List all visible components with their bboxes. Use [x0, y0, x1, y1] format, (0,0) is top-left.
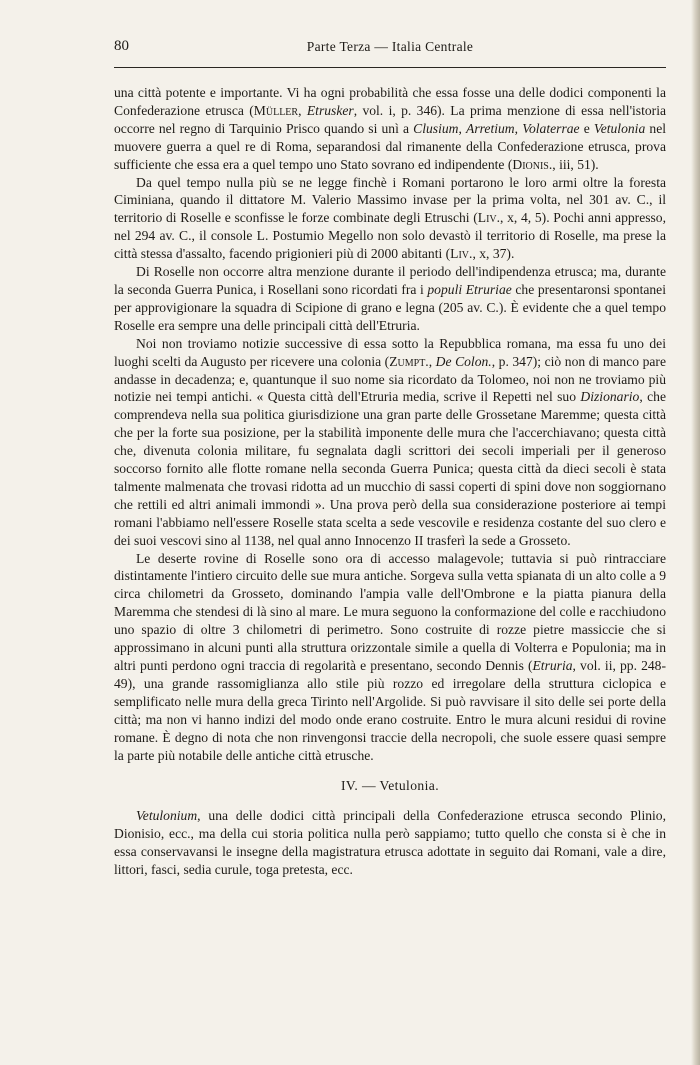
text-run: Le deserte rovine di Roselle sono ora di accesso malagevole; tuttavia si può rintracciare distintamente l'intiero circuito delle sue mura antiche. Sorgeva sulla vetta spianata di un alto colle a 9 circa chilometri da Grosseto, dominando l'ampia valle dell'Ombrone e la piatta pianura della Maremma che stendesi di là sino al mare. Le mura seguono la conformazione del colle e racchiudono uno spazio di oltre 3 chilometri di perimetro. Sono costruite di rozze pietre massiccie che si approssimano in alcuni punti alla struttura orizzontale simile a quella di Volterra e Populonia; ma in altri punti perdono ogni traccia di regolarità e presentano, secondo Dennis ( — [114, 550, 666, 673]
header-rule — [114, 67, 666, 68]
italic-run: Etruria — [532, 658, 573, 673]
text-run: Di Roselle non occorre altra menzione durante il periodo dell'indipendenza etrusca; ma, durante la seconda Guerra Punica, i Rosellani sono ricordati fra i — [114, 264, 666, 297]
small-caps-run: Dionis. — [512, 156, 553, 172]
running-title: Parte Terza — Italia Centrale — [306, 39, 474, 54]
italic-run: Vetulonia — [593, 120, 646, 136]
text-run: , vol. i, p. 346). La prima menzione di essa nell'istoria occorre nel regno di Tarquinio Prisco quando si unì a — [114, 102, 666, 136]
text-run: , — [428, 353, 436, 369]
paragraph — [114, 84, 666, 174]
page-header — [114, 38, 666, 60]
text-run: , vol. ii, pp. 248-49), una grande rassomiglianza allo stile più rozzo ed irregolare della struttura ciclopica e semplificato nelle mura della greca Tirinto nell'Argolide. Si può ravvisare il sito delle sei porte della città; ma non vi hanno indizi del modo onde erano costruite. Entro le mura alcuni residui di rovine romane. È degno di nota che non rinvengonsi traccie della necropoli, che suole essere quasi sempre la parte più notabile delle antiche città etrusche. — [114, 658, 666, 763]
text-run: , — [458, 120, 467, 136]
text-run: e — [579, 120, 594, 136]
paragraph — [114, 263, 666, 335]
text-run: Noi non troviamo notizie successive di essa sotto la Repubblica romana, ma essa fu uno dei luoghi scelti da Augusto per ricevere una colonia ( — [114, 335, 666, 369]
body-text — [114, 84, 666, 879]
italic-run: Arretium — [466, 120, 515, 136]
page-edge-shadow — [691, 0, 700, 1065]
italic-run: Volaterrae — [522, 120, 580, 136]
paragraph — [114, 335, 666, 550]
small-caps-run: Zumpt. — [389, 353, 429, 369]
text-run: , — [298, 102, 307, 118]
page-number: 80 — [114, 38, 129, 54]
text-run: una città potente e importante. Vi ha ogni probabilità che essa fosse una delle dodici componenti la Confederazione etrusca ( — [114, 85, 666, 118]
italic-run: De Colon. — [435, 353, 492, 369]
italic-run: Clusium — [413, 120, 459, 136]
text-run: , — [514, 120, 523, 136]
text-run: , x, 37). — [472, 246, 515, 262]
paragraph — [114, 807, 666, 879]
text-run: Da quel tempo nulla più se ne legge finchè i Romani portarono le loro armi oltre la foresta Ciminiana, quando il dittatore M. Valerio Massimo invase per la prima volta, nel 301 av. C., il territorio di Roselle e sconfisse le forze combinate degli Etruschi ( — [114, 174, 666, 226]
text-run: , iii, 51). — [552, 156, 599, 172]
small-caps-run: Müller — [253, 102, 299, 118]
italic-run: Etrusker — [306, 102, 354, 118]
section-heading: IV. — Vetulonia. — [340, 778, 440, 794]
paragraph — [114, 550, 666, 765]
text-run: , una delle dodici città principali della Confederazione etrusca secondo Plinio, Dionisio, ecc., ma della cui storia politica nulla però sappiamo; tutto quello che consta si è che in essa conservavansi le insegne della magistratura etrusca adottate in seguito dai Romani, vale a dire, littori, fasci, sedia curule, toga pretesta, ecc. — [114, 808, 666, 878]
text-run: nel muovere guerra a quel re di Roma, separandosi dal rimanente della Confederazione etrusca, prova sufficiente che essa era a quel tempo uno Stato sovrano ed indipendente ( — [114, 120, 667, 172]
text-run: , p. 347); ciò non di manco pare andasse in decadenza; e, quantunque il suo nome sia ricordato da Tolomeo, noi non ne troviamo più notizie nei tempi antichi. « Questa città dell'Etruria media, scrive il Repetti nel suo — [114, 353, 666, 405]
italic-run: Vetulonium — [136, 808, 198, 824]
text-run: che presentaronsi spontanei per approvigionare la squadra di Scipione di grano e legna (205 av. C.). È evidente che a quel tempo Roselle era sempre una delle principali città dell'Etruria. — [114, 281, 666, 333]
text-run: , x, 4, 5). Pochi anni appresso, nel 294 av. C., il console L. Postumio Megello non solo devastò il territorio di Roselle, ma prese la città stessa d'assalto, facendo prigionieri più di 2000 abitanti ( — [114, 210, 666, 262]
text-run: , che comprendeva nella sua politica giurisdizione una gran parte delle Grossetane Maremme; questa città che per la forte sua posizione, per la stabilità imponente delle mura che l'accerchiavano; questa città che, divenuta colonia militare, fu segnalata dagli scrittori dei secoli imperiali per il generoso soccorso fornito alle flotte romane nella seconda Guerra Punica; questa città da dieci secoli è stata talmente malmenata che trovasi ridotta ad un mucchio di sassi coperti di spini dove non soggiornano che rettili ed altri animali immondi ». Una prova però della sua considerazione posteriore ai tempi romani l'abbiamo nell'essere Roselle stata scelta a sede vescovile e residenza costante del suo clero e dei suoi vescovi sino al 1138, nel qual anno Innocenzo II trasferì la sede a Grosseto. — [114, 389, 666, 548]
small-caps-run: Liv. — [477, 210, 501, 226]
small-caps-run: Liv. — [450, 246, 473, 262]
paragraph — [114, 174, 666, 264]
italic-run: Dizionario — [580, 389, 640, 405]
italic-run: populi Etruriae — [427, 281, 512, 297]
